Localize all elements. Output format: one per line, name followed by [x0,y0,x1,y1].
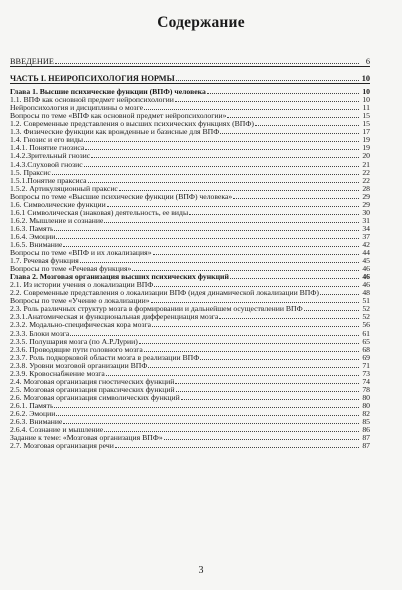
toc-entry-page: 68 [362,344,370,354]
page-title: Содержание [157,14,245,31]
leader-dots [85,149,359,150]
toc-entry [10,161,370,169]
leader-dots [52,174,359,175]
toc-entry-page: 61 [362,328,370,338]
toc-entry-text: Вопросы по теме «Речевая функция» [10,265,132,274]
toc-entry-page: 28 [362,183,370,193]
toc-entry-text: 2.3.9. Кровоснабжение мозга [10,369,105,378]
toc-entry-page: 15 [362,119,370,129]
toc-entry [10,128,370,136]
toc-entry-text: 1.4.1. Понятие гнозиса [10,144,85,153]
toc-entry-text: 2.6.3. Внимание [10,418,63,427]
toc-entry-page: 21 [362,159,370,169]
leader-dots [80,262,359,263]
leader-dots [153,254,359,255]
leader-dots [219,318,359,319]
leader-dots [148,367,359,368]
toc-entry-page: 86 [362,425,370,435]
toc-entry [10,297,370,305]
toc-entry [10,88,370,96]
leader-dots [63,246,359,247]
toc-entry-page: 45 [362,256,370,266]
toc-entry-text: 2.3.7. Роль подкорковой области мозга в реализации ВПФ [10,353,200,362]
leader-dots [304,310,359,311]
toc-entry [10,177,370,185]
toc-entry-page: 11 [362,103,370,113]
leader-dots [151,302,359,303]
toc-entry-text: 1.6.5. Внимание [10,240,63,249]
toc-entry-page: 34 [362,223,370,233]
toc-entry [10,96,370,104]
toc-entry-text: 1.4.2.Зрительный гнозис [10,152,91,161]
leader-dots [320,294,359,295]
toc-entry-text: 2.6. Мозговая организация символических функций [10,393,180,402]
leader-dots [88,182,359,183]
toc-entries [10,88,370,450]
toc-entry-text: 1.6.3. Память [10,224,54,233]
toc-entry-page: 71 [362,360,370,370]
toc-entry-text: 2.2. Современные представления о локализации ВПФ (идея динамической локализации ВПФ) [10,289,319,298]
toc-entry-text: 1.3. Физические функции как врожденные и базисные для ВПФ [10,128,220,137]
toc-entry [10,402,370,410]
toc-entry [10,394,370,402]
toc-entry [10,257,370,265]
toc-entry-page: 10 [361,74,370,84]
toc-entry-page: 6 [365,57,370,66]
toc-entry [10,442,370,450]
table-of-contents [10,58,370,450]
toc-entry [10,225,370,233]
toc-entry [10,305,370,313]
leader-dots [233,198,359,199]
leader-dots [164,439,359,440]
leader-dots [200,359,359,360]
leader-dots [84,141,359,142]
leader-dots [56,238,359,239]
toc-entry-page: 30 [362,207,370,217]
toc-entry-page: 22 [362,175,370,185]
toc-entry [10,120,370,128]
toc-entry [10,249,370,257]
toc-entry-text: 2.3.8. Уровни мозговой организации ВПФ [10,361,148,370]
toc-entry-text: 2.1. Из истории учения о локализации ВПФ [10,281,154,290]
toc-entry-text: 2.6.2. Эмоции [10,409,56,418]
toc-entry-page: 37 [362,231,370,241]
toc-entry-text: 2.5. Мозговая организация праксических функций [10,385,175,394]
toc-entry [10,144,370,152]
toc-entry-page: 19 [362,143,370,153]
toc-entry-text: 1.4. Гнозис и его виды [10,136,84,145]
toc-entry [10,217,370,225]
leader-dots [104,431,359,432]
toc-entry-text: 2.3.2. Модально-специфическая кора мозга [10,321,152,330]
toc-entry-page: 85 [362,417,370,427]
toc-entry-text: Вопросы по теме «ВПФ и их локализация» [10,249,152,258]
toc-entry-page: 20 [362,151,370,161]
toc-entry-text: 1.2. Современные представления о высших психических функциях (ВПФ) [10,120,254,129]
toc-entry-page: 52 [362,312,370,322]
leader-dots [175,383,359,384]
toc-entry-page: 87 [362,441,370,451]
toc-entry-text: 2.3.1.Анатомическая и функциональная дифференциация мозга [10,313,219,322]
leader-dots [132,270,359,271]
leader-dots [176,391,359,392]
leader-dots [106,375,359,376]
toc-entry-text: Глава 1. Высшие психические функции (ВПФ) человека [10,88,206,97]
toc-entry-text: 1.6.1 Символическая (знаковая) деятельность, ее виды [10,208,189,217]
leader-dots [54,407,359,408]
leader-dots [154,286,359,287]
toc-entry-text: 1.4.3.Слуховой гнозис [10,160,83,169]
leader-dots [139,343,359,344]
toc-entry-text: Вопросы по теме «Учение о локализации» [10,297,150,306]
toc-entry [10,136,370,144]
toc-entry [10,273,370,281]
toc-entry [10,152,370,160]
toc-entry-page: 74 [362,376,370,386]
toc-entry [10,426,370,434]
leader-dots [255,125,359,126]
toc-entry-text: 2.6.4. Сознание и мышление [10,426,104,435]
toc-entry-page: 17 [362,127,370,137]
toc-entry [10,410,370,418]
toc-entry-text: 2.4. Мозговая организация гностических функций [10,377,175,386]
toc-entry-text: 1.6. Символические функции [10,200,106,209]
toc-entry-page: 56 [362,320,370,330]
toc-entry [10,169,370,177]
toc-entry [10,193,370,201]
toc-entry [10,185,370,193]
toc-entry [10,313,370,321]
toc-entry-page: 78 [362,384,370,394]
toc-entry [10,241,370,249]
toc-entry [10,354,370,362]
toc-entry-page: 31 [362,215,370,225]
toc-entry [10,281,370,289]
toc-entry-text: 1.7. Речевая функция [10,257,79,266]
toc-entry-page: 82 [362,408,370,418]
toc-entry [10,346,370,354]
toc-entry [10,434,370,442]
toc-entry-text: 2.3.6. Проводящие пути головного мозга [10,345,143,354]
toc-entry-page: 29 [362,199,370,209]
leader-dots [54,230,359,231]
toc-entry [10,289,370,297]
toc-entry-text: 1.6.4. Эмоции [10,232,56,241]
toc-entry [10,321,370,329]
toc-entry-text: 1.5.2. Артикуляционный праксис [10,184,118,193]
leader-dots [152,326,359,327]
toc-entry-page: 10 [362,87,370,97]
toc-entry [10,209,370,217]
leader-dots [70,335,359,336]
toc-entry-page: 46 [362,272,370,282]
toc-entry-page: 19 [362,135,370,145]
toc-entry-intro [10,58,370,66]
toc-entry [10,233,370,241]
leader-dots [63,423,359,424]
leader-dots [181,399,359,400]
toc-entry-page: 29 [362,191,370,201]
toc-entry [10,330,370,338]
toc-entry-text: 1.5.1.Понятие праксиса [10,176,87,185]
toc-entry [10,201,370,209]
leader-dots [230,278,359,279]
leader-dots [144,351,359,352]
toc-entry-page: 10 [362,95,370,105]
leader-dots [175,101,359,102]
leader-dots [189,214,359,215]
toc-entry-text: 2.3.5. Полушария мозга (по А.Р.Лурии) [10,337,138,346]
toc-entry-text: 1.5. Праксис [10,168,51,177]
leader-dots [91,157,359,158]
toc-entry [10,386,370,394]
toc-entry [10,104,370,112]
leader-dots [56,415,359,416]
leader-dots [84,166,359,167]
toc-entry-text: 2.3.3. Блоки мозга [10,329,70,338]
toc-entry [10,370,370,378]
leader-dots [115,447,359,448]
page-number: 3 [198,565,204,576]
toc-entry-text: 2.7. Мозговая организация речи [10,442,114,451]
toc-entry-page: 42 [362,239,370,249]
toc-entry-page: 69 [362,352,370,362]
toc-entry-text: Задание к теме: «Мозговая организация ВПФ» [10,434,163,443]
leader-dots [207,93,359,94]
leader-dots [227,117,359,118]
toc-entry-page: 46 [362,264,370,274]
toc-entry-text: 1.6.2. Мышление и сознание [10,216,104,225]
toc-entry-page: 80 [362,392,370,402]
toc-entry-page: 65 [362,336,370,346]
toc-entry [10,338,370,346]
toc-entry-page: 51 [362,296,370,306]
leader-dots [104,222,359,223]
toc-entry-text: Вопросы по теме «ВПФ как основной предмет нейропсихологии» [10,112,227,121]
toc-entry-page: 15 [362,111,370,121]
toc-entry-text: ЧАСТЬ I. НЕЙРОПСИХОЛОГИЯ НОРМЫ [10,75,175,84]
toc-entry-page: 22 [362,167,370,177]
leader-dots [176,80,359,81]
toc-entry [10,265,370,273]
toc-entry-text: Глава 2. Мозговая организация высших психических функций [10,273,229,282]
toc-entry-page: 80 [362,400,370,410]
leader-dots [119,190,359,191]
toc-entry-text: 2.3. Роль различных структур мозга в формировании и дальнейшем осуществлении ВПФ [10,305,303,314]
toc-entry-page: 46 [362,280,370,290]
toc-entry-text: 1.1. ВПФ как основной предмет нейропсихологии [10,96,174,105]
leader-dots [55,63,359,64]
toc-entry-page: 52 [362,304,370,314]
toc-entry-page: 87 [362,433,370,443]
leader-dots [220,133,359,134]
toc-entry-text: 2.6.1. Память [10,401,54,410]
toc-entry-text: ВВЕДЕНИЕ [10,58,54,66]
toc-entry [10,378,370,386]
leader-dots [144,109,359,110]
toc-entry [10,418,370,426]
toc-entry-text: Вопросы по теме «Высшие психические функции (ВПФ) человека» [10,192,233,201]
toc-entry [10,112,370,120]
leader-dots [107,206,359,207]
toc-entry-page: 73 [362,368,370,378]
toc-entry-page: 44 [362,248,370,258]
toc-entry [10,362,370,370]
toc-entry-text: Нейропсихология и дисциплины о мозге [10,104,144,113]
toc-entry-page: 48 [362,288,370,298]
toc-entry-part [10,75,370,83]
